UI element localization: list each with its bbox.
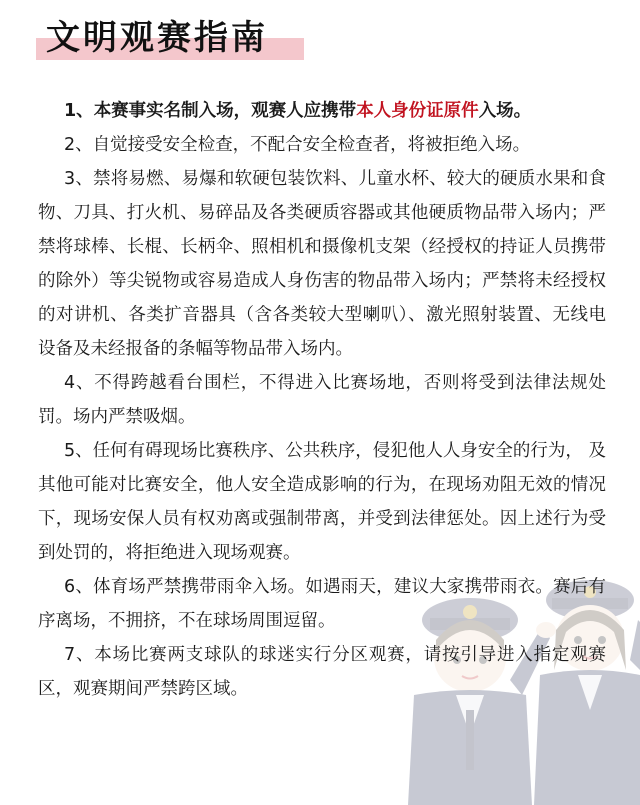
guide-item-3: 3、禁将易燃、易爆和软硬包装饮料、儿童水杯、较大的硬质水果和食物、刀具、打火机、易碎品及各类硬质容器或其他硬质物品带入场内；严禁将球棒、长棍、长柄伞、照相机和摄像机支架（经授权的持证人员携带的除外）等尖锐物或容易造成人身伤害的物品带入场内；严禁将未经授权的对讲机、各类扩音器具（含各类较大型喇叭）、激光照射装置、无线电设备及未经报备的条幅等物品带入场内。: [38, 169, 606, 359]
guide-list: [38, 94, 606, 706]
guide-item-4: 4、不得跨越看台围栏，不得进入比赛场地，否则将受到法律法规处罚。场内严禁吸烟。: [38, 373, 606, 427]
guide-item-7: 7、本场比赛两支球队的球迷实行分区观赛，请按引导进入指定观赛区，观赛期间严禁跨区域。: [38, 645, 606, 699]
guide-item-6: 6、体育场严禁携带雨伞入场。如遇雨天，建议大家携带雨衣。赛后有序离场，不拥挤，不在球场周围逗留。: [38, 577, 606, 631]
guide-item-5: 5、任何有碍现场比赛秩序、公共秩序，侵犯他人人身安全的行为， 及其他可能对比赛安全，他人安全造成影响的行为，在现场劝阻无效的情况下，现场安保人员有权劝离或强制带离，并受到法律惩处。因上述行为受到处罚的，将拒绝进入现场观赛。: [38, 441, 606, 563]
guide-item-1: [38, 94, 606, 128]
guide-item-1-end: 入场。: [478, 101, 532, 121]
guide-item-2: 2、自觉接受安全检查，不配合安全检查者，将被拒绝入场。: [64, 135, 531, 155]
page-title: 文明观赛指南: [46, 18, 268, 58]
id-card-highlight: 本人身份证原件: [356, 101, 479, 121]
guide-item-1-prefix: 1、: [64, 101, 94, 121]
title-block: [36, 14, 306, 64]
guide-item-1-text: 本赛事实名制入场，观赛人应携带: [93, 101, 357, 121]
